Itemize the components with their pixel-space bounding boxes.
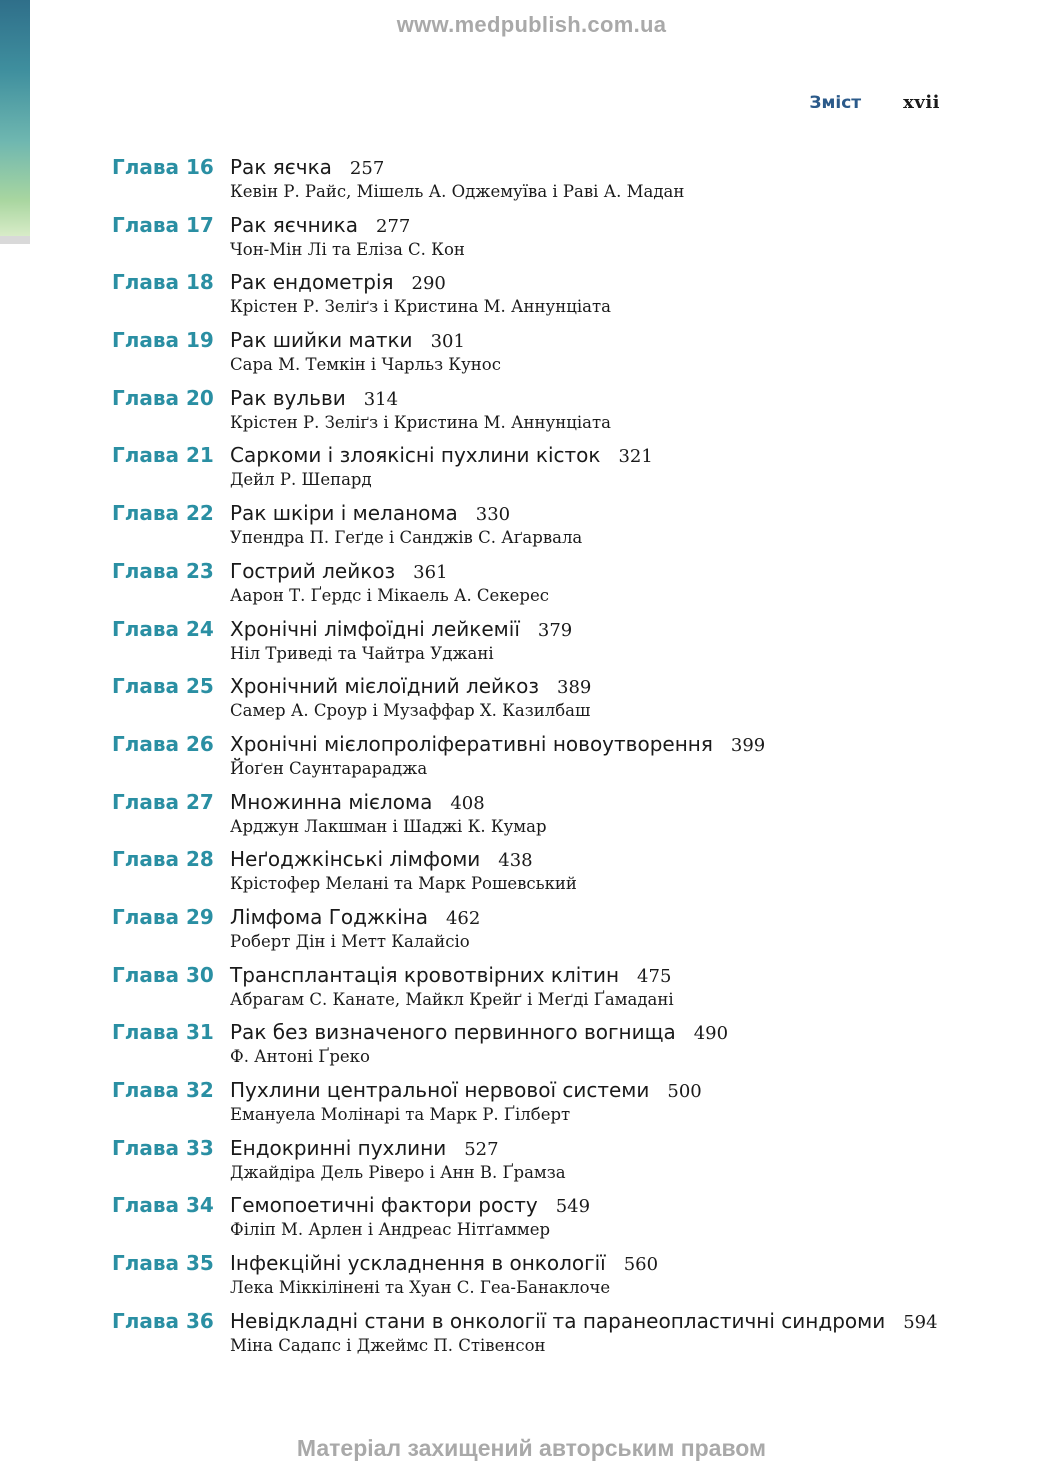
chapter-title[interactable]: Лімфома Годжкіна — [230, 904, 428, 929]
chapter-label: Глава 18 — [112, 270, 214, 295]
toc-entry[interactable] — [112, 961, 952, 1019]
chapter-page-number: 361 — [413, 561, 448, 583]
chapter-page-number: 399 — [730, 734, 766, 756]
chapter-page-number: 549 — [555, 1196, 591, 1218]
chapter-title-line — [230, 1134, 499, 1164]
chapter-label: Глава 23 — [112, 558, 214, 583]
chapter-label: Глава 34 — [112, 1193, 214, 1218]
chapter-title-line — [230, 961, 671, 991]
chapter-title[interactable]: Рак яєчника — [230, 212, 358, 237]
chapter-title-line — [230, 903, 480, 933]
chapter-page-number: 290 — [411, 273, 446, 295]
chapter-title-line — [230, 730, 765, 760]
table-of-contents — [112, 153, 952, 1364]
chapter-label: Глава 25 — [112, 674, 214, 699]
chapter-label: Глава 31 — [112, 1020, 214, 1045]
chapter-title-line — [230, 326, 465, 356]
chapter-authors: Емануела Молінарі та Марк Р. Ґілберт — [230, 1105, 571, 1124]
chapter-title-line — [230, 441, 653, 471]
toc-entry[interactable] — [112, 326, 952, 384]
chapter-title-line — [230, 1307, 938, 1337]
running-head — [809, 92, 940, 113]
toc-entry[interactable] — [112, 903, 952, 961]
chapter-page-number: 462 — [445, 907, 481, 929]
toc-entry[interactable] — [112, 845, 952, 903]
chapter-authors: Ніл Триведі та Чайтра Уджані — [230, 643, 494, 663]
chapter-page-number: 314 — [363, 388, 399, 410]
chapter-title[interactable]: Рак шкіри і меланома — [230, 501, 458, 526]
chapter-label: Глава 29 — [112, 904, 214, 929]
chapter-title[interactable]: Пухлини центральної нервової системи — [230, 1078, 650, 1102]
chapter-title[interactable]: Рак шийки матки — [230, 328, 413, 353]
chapter-page-number: 438 — [498, 850, 533, 872]
chapter-title-line — [230, 384, 398, 414]
chapter-label: Глава 33 — [112, 1135, 214, 1160]
chapter-page-number: 379 — [537, 619, 573, 641]
chapter-title[interactable]: Хронічний мієлоїдний лейкоз — [230, 674, 540, 699]
toc-entry[interactable] — [112, 615, 952, 673]
chapter-title[interactable]: Неґоджкінські лімфоми — [230, 847, 481, 872]
chapter-page-number: 490 — [693, 1023, 729, 1045]
chapter-title[interactable]: Саркоми і злоякісні пухлини кісток — [230, 443, 601, 468]
chapter-authors: Самер А. Сроур і Музаффар Х. Казилбаш — [230, 701, 591, 721]
toc-entry[interactable] — [112, 1307, 952, 1365]
chapter-page-number: 500 — [667, 1081, 702, 1102]
chapter-label: Глава 19 — [112, 328, 214, 353]
chapter-page-number: 408 — [450, 792, 485, 814]
chapter-title[interactable]: Рак яєчка — [230, 155, 332, 179]
chapter-authors: Абрагам С. Канате, Майкл Крейґ і Меґді Ґамадані — [230, 989, 674, 1009]
chapter-authors: Крістен Р. Зеліґз і Кристина М. Аннунціата — [230, 297, 611, 317]
chapter-authors: Аарон Т. Ґердс і Мікаель А. Секерес — [230, 585, 549, 605]
toc-entry[interactable] — [112, 499, 952, 557]
chapter-title[interactable]: Гострий лейкоз — [230, 558, 396, 583]
chapter-label: Глава 24 — [112, 616, 214, 641]
chapter-title[interactable]: Хронічні лімфоїдні лейкемії — [230, 616, 520, 641]
chapter-title[interactable]: Гемопоетичні фактори росту — [230, 1193, 538, 1218]
chapter-authors: Джайдіра Дель Ріверо і Анн В. Ґрамза — [230, 1162, 566, 1182]
chapter-label: Глава 27 — [112, 789, 214, 814]
decorative-edge-strip-bottom — [0, 236, 30, 244]
chapter-authors: Чон-Мін Лі та Еліза С. Кон — [230, 239, 465, 259]
chapter-title[interactable]: Рак без визначеного первинного вогнища — [230, 1020, 676, 1045]
chapter-authors: Арджун Лакшман і Шаджі К. Кумар — [230, 816, 547, 836]
chapter-authors: Міна Садапс і Джеймс П. Стівенсон — [230, 1335, 546, 1355]
chapter-label: Глава 16 — [112, 155, 214, 179]
chapter-title[interactable]: Хронічні мієлопроліферативні новоутворення — [230, 731, 713, 756]
chapter-authors: Крістофер Мелані та Марк Рошевський — [230, 874, 577, 894]
chapter-page-number: 330 — [475, 504, 511, 526]
chapter-label: Глава 35 — [112, 1251, 214, 1276]
toc-entry[interactable] — [112, 211, 952, 269]
chapter-label: Глава 22 — [112, 501, 214, 526]
toc-entry[interactable] — [112, 268, 952, 326]
chapter-title[interactable]: Множинна мієлома — [230, 789, 433, 814]
bottom-watermark: Матеріал захищений авторським правом — [296, 1435, 767, 1461]
chapter-title-line — [230, 788, 485, 818]
chapter-authors: Філіп М. Арлен і Андреас Нітґаммер — [230, 1220, 551, 1240]
chapter-page-number: 527 — [464, 1138, 499, 1160]
chapter-label: Глава 26 — [112, 731, 214, 756]
chapter-title[interactable]: Трансплантація кровотвірних клітин — [230, 962, 620, 987]
chapter-title[interactable]: Інфекційні ускладнення в онкології — [230, 1251, 606, 1276]
page-number: xvii — [903, 92, 940, 113]
chapter-page-number: 301 — [430, 331, 465, 353]
chapter-label: Глава 28 — [112, 847, 214, 872]
toc-entry[interactable] — [112, 1191, 952, 1249]
chapter-title-line — [230, 499, 510, 529]
chapter-title[interactable]: Ендокринні пухлини — [230, 1135, 447, 1160]
chapter-label: Глава 36 — [112, 1308, 214, 1333]
chapter-page-number: 277 — [376, 215, 411, 237]
top-watermark: www.medpublish.com.ua — [396, 12, 667, 37]
chapter-title[interactable]: Рак ендометрія — [230, 270, 394, 295]
chapter-authors: Крістен Р. Зеліґз і Кристина М. Аннунціата — [230, 412, 611, 432]
chapter-label: Глава 17 — [112, 212, 214, 237]
toc-entry[interactable] — [112, 1018, 952, 1076]
chapter-label: Глава 32 — [112, 1078, 214, 1102]
chapter-title-line — [230, 268, 446, 298]
toc-entry[interactable] — [112, 788, 952, 846]
chapter-title-line — [230, 615, 572, 645]
toc-entry[interactable] — [112, 384, 952, 442]
chapter-authors: Ф. Антоні Ґреко — [230, 1047, 370, 1067]
chapter-title-line — [230, 1076, 702, 1106]
chapter-title-line — [230, 153, 384, 183]
chapter-page-number: 594 — [903, 1311, 938, 1333]
toc-entry[interactable] — [112, 730, 952, 788]
section-title: Зміст — [809, 93, 862, 113]
chapter-authors: Кевін Р. Райс, Мішель А. Оджемуїва і Раві А. Мадан — [230, 182, 685, 201]
chapter-authors: Роберт Дін і Метт Калайсіо — [230, 931, 470, 951]
chapter-title-line — [230, 1018, 728, 1048]
chapter-title-line — [230, 1191, 590, 1221]
toc-entry[interactable] — [112, 1076, 952, 1134]
chapter-page-number: 321 — [618, 446, 653, 468]
chapter-title[interactable]: Рак вульви — [230, 385, 346, 410]
chapter-page-number: 257 — [349, 158, 385, 179]
chapter-title[interactable]: Невідкладні стани в онкології та паранеопластичні синдроми — [230, 1308, 886, 1333]
chapter-title-line — [230, 672, 591, 702]
chapter-label: Глава 30 — [112, 962, 214, 987]
toc-entry[interactable] — [112, 153, 952, 211]
chapter-title-line — [230, 557, 448, 587]
toc-entry[interactable] — [112, 1134, 952, 1192]
chapter-title-line — [230, 845, 533, 875]
chapter-authors: Лека Міккілінені та Хуан С. Геа-Банаклоче — [230, 1278, 611, 1298]
toc-entry[interactable] — [112, 441, 952, 499]
chapter-label: Глава 21 — [112, 443, 214, 468]
toc-entry[interactable] — [112, 672, 952, 730]
chapter-title-line — [230, 1249, 658, 1279]
chapter-authors: Дейл Р. Шепард — [230, 470, 372, 490]
chapter-page-number: 389 — [557, 677, 592, 699]
toc-entry[interactable] — [112, 1249, 952, 1307]
chapter-label: Глава 20 — [112, 385, 214, 410]
chapter-authors: Упендра П. Геґде і Санджів С. Аґарвала — [230, 528, 583, 548]
chapter-authors: Йоґен Саунтарараджа — [230, 758, 428, 778]
chapter-title-line — [230, 211, 410, 241]
toc-entry[interactable] — [112, 557, 952, 615]
chapter-page-number: 560 — [623, 1254, 659, 1276]
chapter-authors: Сара М. Темкін і Чарльз Кунос — [230, 355, 501, 375]
chapter-page-number: 475 — [637, 965, 672, 987]
